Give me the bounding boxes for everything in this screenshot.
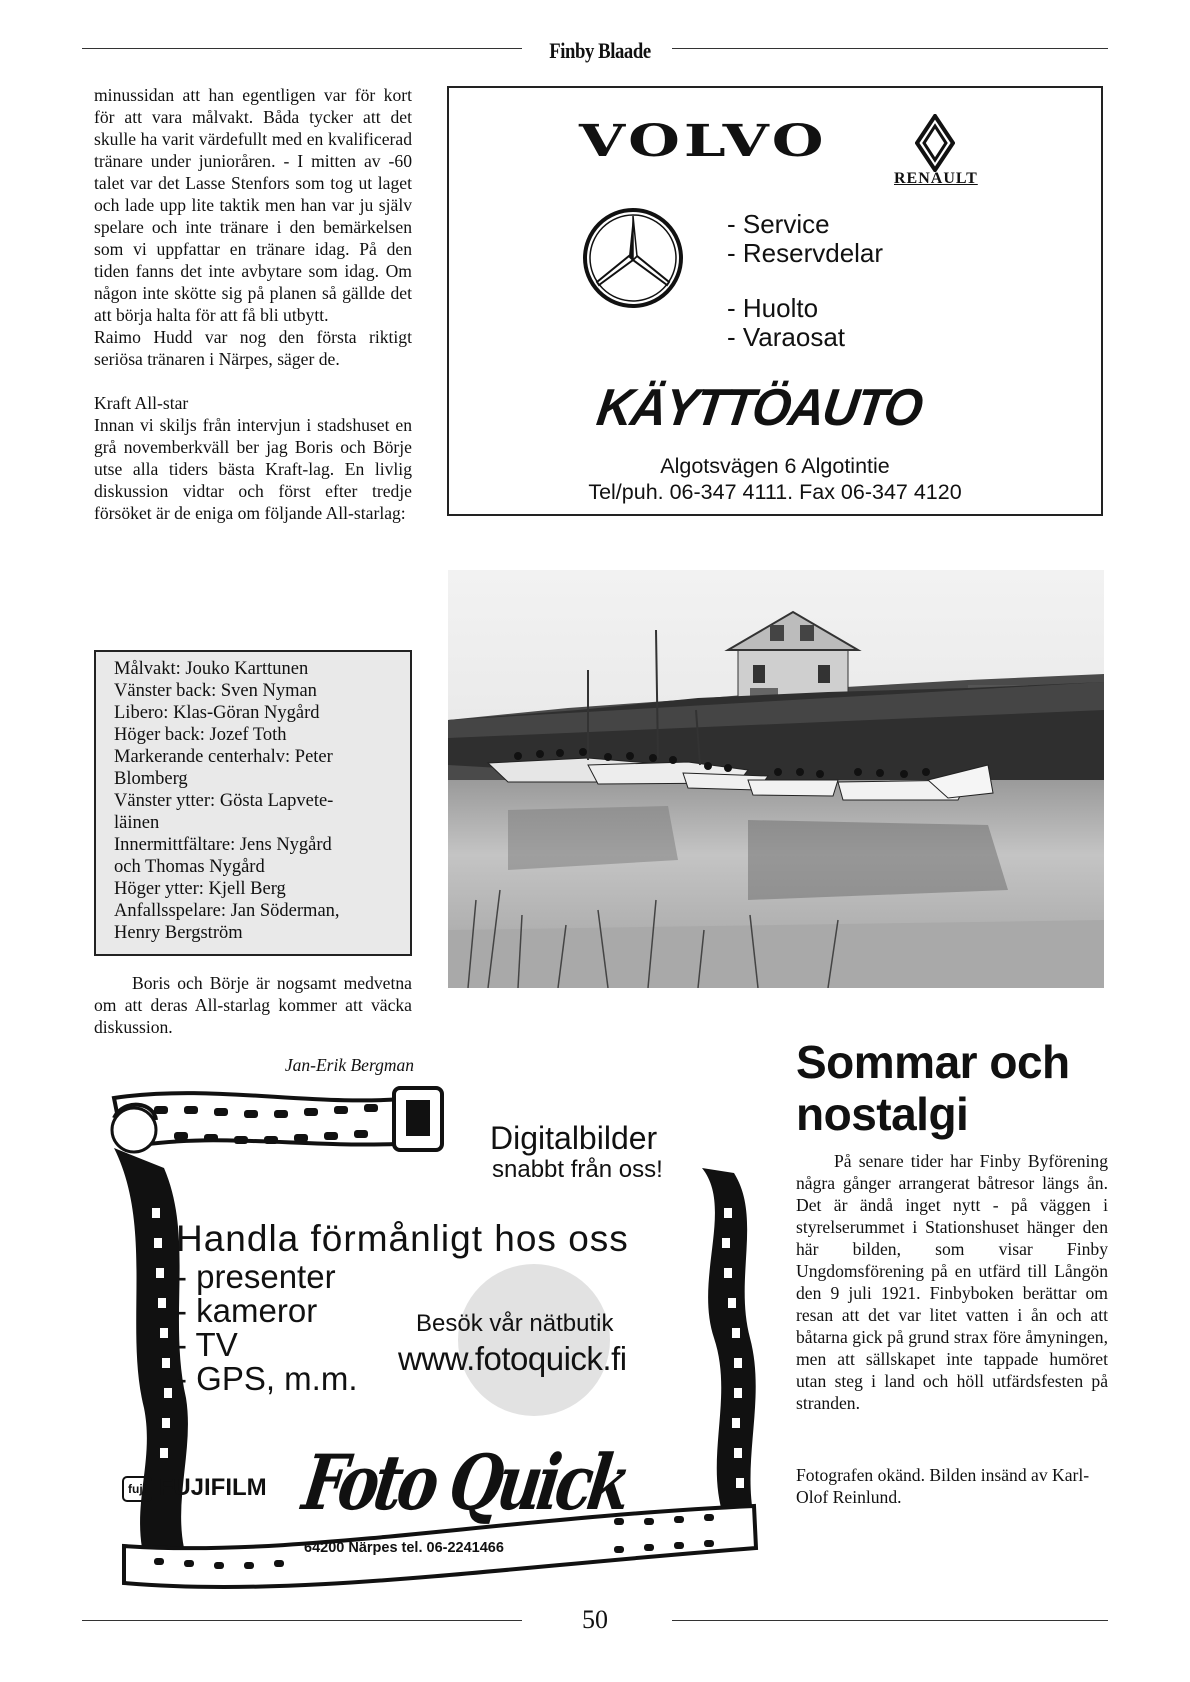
allstar-team-box: [94, 650, 412, 956]
fujifilm-logo: [122, 1474, 267, 1502]
ad-item: - GPS, m.m.: [176, 1360, 358, 1397]
article-paragraph: minussidan att han egentligen var för kort för att vara målvakt. Båda tycker att det skulle ha varit värdefullt med en kvalificerad tränare under junioråren. - I mitten av -60 talet var det Lasse Stenfors som tog ut laget och lade upp lite taktik men han var ju själv spelare och inte tränare i den bemärkelsen som vi uppfattar en tränare idag. På den tiden fanns det inte avbytare som idag. Om någon inte skötte sig på planen så gällde det att börja halta för att få bli utbytt.: [94, 85, 412, 325]
ad-item: - TV: [176, 1326, 238, 1363]
article-paragraph: På senare tider har Finby Byförening några gånger arrangerat båtresor längs ån. Det är ändå inget nytt - på väggen i styrelserummet i Stationshuset hänger den här bilden, som visar Finby Ungdomsförening på en utfärd till Långön den 9 juli 1921. Finbyboken berättar om resan att det var litet vatten i ån och att båtarna gick på grund strax före åmyningen, men att sällskapet inte tappade humöret utan steg i land och höll utfärdsfesten på stranden.: [796, 1151, 1108, 1413]
car-service-ad: [447, 86, 1103, 516]
allstar-line: Innermittfältare: Jens Nygård: [114, 835, 332, 855]
store-contact: 64200 Närpes tel. 06-2241466: [304, 1540, 504, 1556]
allstar-line: och Thomas Nygård: [114, 857, 265, 877]
service-item: - Huolto: [727, 293, 819, 323]
fuji-mark-icon: fuji: [122, 1476, 152, 1502]
renault-logo-icon: [915, 114, 955, 172]
ad-item: - kameror: [176, 1292, 318, 1329]
photo-caption: [796, 1464, 1108, 1508]
historical-boat-photo: [448, 570, 1104, 988]
shop-url[interactable]: www.fotoquick.fi: [398, 1340, 627, 1377]
article-closing: [94, 972, 412, 1038]
headline-line: nostalgi: [796, 1088, 969, 1140]
services-swedish: [727, 210, 883, 268]
footer-rule-right: [672, 1620, 1108, 1621]
fujifilm-wordmark: FUJIFILM: [158, 1474, 267, 1501]
allstar-line: Anfallsspelare: Jan Söderman,: [114, 901, 340, 921]
service-item: - Varaosat: [727, 322, 846, 352]
allstar-line: Blomberg: [114, 769, 188, 789]
volvo-logo: VOLVO: [579, 116, 828, 167]
ad-address: Algotsvägen 6 Algotintie: [660, 454, 890, 478]
allstar-line: Henry Bergström: [114, 923, 243, 943]
allstar-line: Höger ytter: Kjell Berg: [114, 879, 286, 899]
article-paragraph: Innan vi skiljs från intervjun i stadshuset en grå novemberkväll ber jag Boris och Börje utse alla tiders bästa Kraft-lag. En livlig diskussion vidtar och först efter tredje försöket är de eniga om följande All-starlag:: [94, 415, 412, 523]
caption-text: Fotografen okänd. Bilden insänd av Karl-Olof Reinlund.: [796, 1465, 1090, 1507]
header-title: Finby Blaade: [549, 38, 651, 63]
ad-items: [176, 1260, 358, 1396]
allstar-line: Markerande centerhalv: Peter: [114, 747, 333, 767]
sommar-headline: [796, 1036, 1070, 1140]
fotoquick-ad: [94, 1078, 766, 1598]
byline: Jan-Erik Bergman: [284, 1055, 414, 1075]
ad-phone: Tel/puh. 06-347 4111. Fax 06-347 4120: [588, 480, 962, 504]
ad-slogan: Handla förmånligt hos oss: [176, 1218, 629, 1259]
article-paragraph: Raimo Hudd var nog den första riktigt seriösa tränaren i Närpes, säger de.: [94, 327, 412, 369]
shop-label: Besök vår nätbutik: [416, 1310, 614, 1337]
service-item: - Reservdelar: [727, 238, 884, 268]
allstar-line: läinen: [114, 813, 160, 833]
page-number: 50: [582, 1605, 608, 1634]
kayttoauto-logo: KÄYTTÖAUTO: [593, 379, 925, 437]
allstar-line: Libero: Klas-Göran Nygård: [114, 703, 320, 723]
header-rule-left: [82, 48, 522, 49]
renault-wordmark: RENAULT: [894, 170, 978, 187]
allstar-line: Höger back: Jozef Toth: [114, 725, 287, 745]
sommar-body: [796, 1150, 1108, 1414]
ad-headline: Digitalbilder: [490, 1120, 658, 1156]
article-continued: [94, 84, 412, 524]
allstar-line: Vänster ytter: Gösta Lapvete-: [114, 791, 334, 811]
mercedes-star-icon: [581, 206, 685, 310]
fotoquick-logo: Foto Quick: [297, 1438, 632, 1527]
ad-subheadline: snabbt från oss!: [492, 1156, 663, 1183]
subheading: Kraft All-star: [94, 393, 189, 413]
header-rule-right: [672, 48, 1108, 49]
footer-rule-left: [82, 1620, 522, 1621]
ad-item: - presenter: [176, 1258, 336, 1295]
allstar-line: Målvakt: Jouko Karttunen: [114, 659, 309, 679]
service-item: - Service: [727, 209, 830, 239]
allstar-line: Vänster back: Sven Nyman: [114, 681, 317, 701]
headline-line: Sommar och: [796, 1036, 1070, 1088]
services-finnish: [727, 294, 845, 352]
article-paragraph: Boris och Börje är nogsamt medvetna om att deras All-starlag kommer att väcka diskussion.: [94, 973, 412, 1037]
boat-photo-image: [448, 570, 1104, 988]
